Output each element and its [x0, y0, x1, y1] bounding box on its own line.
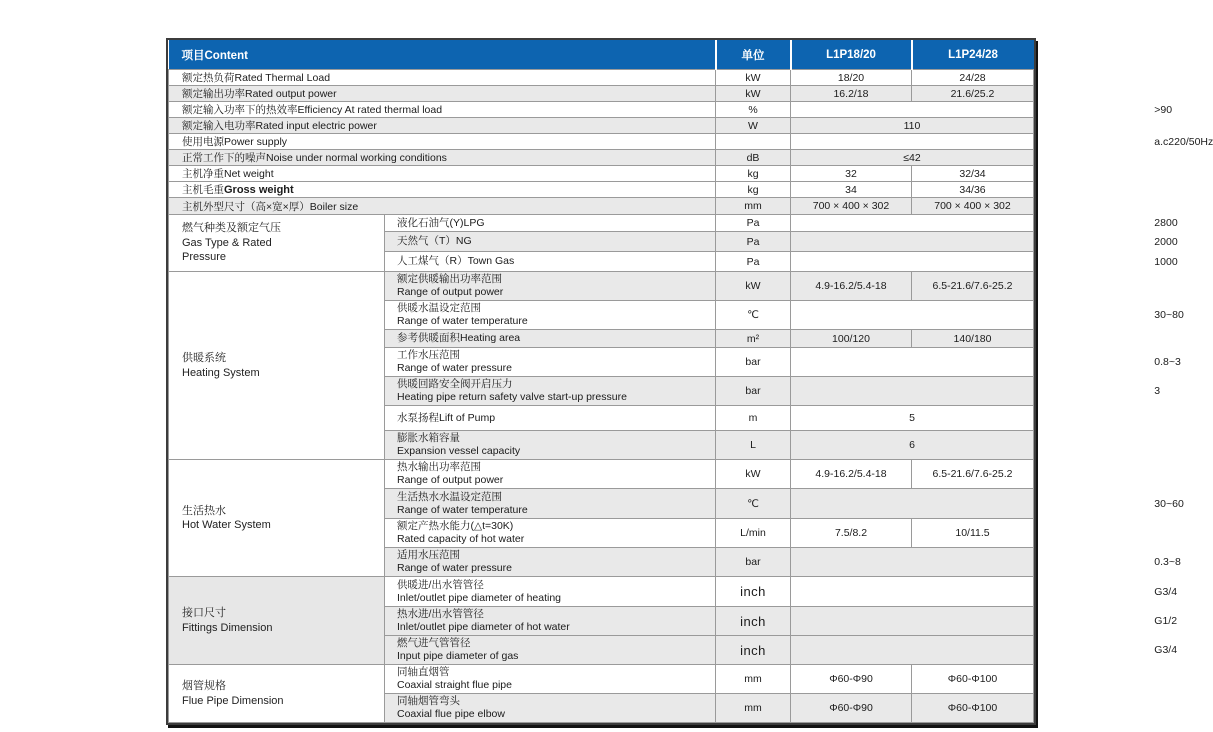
spec-row: [169, 215, 1034, 232]
row-item-line: Input pipe diameter of gas: [397, 650, 519, 662]
group-label-line: 供暖系统: [182, 352, 226, 364]
spec-table-body: [169, 70, 1213, 723]
row-item-line: 液化石油气(Y)LPG: [397, 216, 485, 229]
row-label: 主机外型尺寸（高×宽×厚）Boiler size: [169, 198, 716, 215]
row-item-label: [385, 301, 716, 330]
value-merged: ≤42: [791, 150, 1034, 166]
row-item-label: [385, 636, 716, 665]
unit-cell: %: [716, 102, 791, 118]
value-model2: 24/28: [912, 70, 1034, 86]
group-label-line: Pressure: [182, 251, 227, 264]
row-item-line: 膨胀水箱容量: [397, 432, 460, 444]
unit-cell: dB: [716, 150, 791, 166]
value-model1: 100/120: [791, 330, 912, 348]
value-merged: >90: [791, 102, 1034, 118]
col-header-model-l1p24-28: L1P24/28: [912, 40, 1034, 70]
value-merged: 30~80: [791, 301, 1034, 330]
col-header-unit: 单位: [716, 40, 791, 70]
value-merged: 2800: [791, 215, 1034, 232]
row-label-bold: Gross weight: [224, 184, 294, 196]
unit-cell: Pa: [716, 232, 791, 252]
group-label: [169, 665, 385, 723]
row-item-line: Heating pipe return safety valve start-up pressure: [397, 391, 627, 403]
col-header-content: 项目Content: [169, 40, 716, 70]
unit-cell: [716, 134, 791, 150]
value-model1: 4.9-16.2/5.4-18: [791, 460, 912, 489]
row-item-line: 水泵扬程Lift of Pump: [397, 411, 496, 424]
row-item-label: [385, 431, 716, 460]
row-item-line: Range of water temperature: [397, 503, 528, 516]
value-model2: 700 × 400 × 302: [912, 198, 1034, 215]
unit-cell: W: [716, 118, 791, 134]
row-item-line: 人工煤气（R）Town Gas: [397, 255, 515, 267]
row-item-label: [385, 406, 716, 431]
row-item-line: 同轴烟管弯头: [397, 695, 460, 707]
unit-cell: Pa: [716, 215, 791, 232]
group-label: [169, 272, 385, 460]
unit-cell: bar: [716, 348, 791, 377]
row-item-label: [385, 548, 716, 577]
spec-row: [169, 577, 1034, 607]
unit-cell: ℃: [716, 489, 791, 519]
row-item-line: Range of water temperature: [397, 315, 528, 327]
spec-row: [169, 182, 1034, 198]
value-model2: 21.6/25.2: [912, 86, 1034, 102]
spec-row: [169, 460, 1034, 489]
row-item-line: 参考供暖面积Heating area: [397, 332, 521, 344]
row-item-line: Rated capacity of hot water: [397, 533, 525, 545]
row-item-line: Inlet/outlet pipe diameter of hot water: [397, 621, 570, 633]
row-item-line: 热水进/出水管管径: [397, 608, 484, 620]
row-item-label: [385, 665, 716, 694]
spec-row: [169, 118, 1034, 134]
unit-cell: kW: [716, 70, 791, 86]
spec-table: [168, 40, 1213, 723]
unit-cell: kg: [716, 182, 791, 198]
value-merged: 0.3~8: [791, 548, 1034, 577]
spec-table-header: [169, 40, 1034, 70]
unit-cell: mm: [716, 694, 791, 723]
row-label: 额定热负荷Rated Thermal Load: [169, 70, 716, 86]
spec-row: [169, 166, 1034, 182]
value-model1: Φ60-Φ90: [791, 694, 912, 723]
row-label: 使用电源Power supply: [169, 134, 716, 150]
value-merged: G1/2: [791, 607, 1034, 636]
row-item-line: 燃气进气管管径: [397, 637, 471, 649]
row-item-line: Expansion vessel capacity: [397, 445, 521, 457]
group-label: [169, 215, 385, 272]
row-item-line: Coaxial straight flue pipe: [397, 679, 512, 691]
spec-row: [169, 272, 1034, 301]
row-item-label: [385, 607, 716, 636]
row-item-line: 供暖回路安全阀开启压力: [397, 378, 513, 390]
group-label-line: Flue Pipe Dimension: [182, 694, 284, 707]
row-item-line: Range of output power: [397, 474, 504, 486]
spec-row: [169, 198, 1034, 215]
row-item-label: [385, 252, 716, 272]
row-item-label: [385, 377, 716, 406]
unit-cell: kW: [716, 460, 791, 489]
row-label: 主机毛重Gross weight: [169, 182, 716, 198]
row-item-line: 天然气（T）NG: [397, 235, 472, 247]
row-item-line: Range of water pressure: [397, 562, 512, 574]
unit-cell: m: [716, 406, 791, 431]
group-label-line: 接口尺寸: [182, 607, 226, 619]
value-merged: 6: [791, 431, 1034, 460]
row-item-label: [385, 694, 716, 723]
row-item-label: [385, 330, 716, 348]
spec-row: [169, 134, 1034, 150]
row-label: 额定输入功率下的热效率Efficiency At rated thermal load: [169, 102, 716, 118]
row-item-line: 额定产热水能力(△t=30K): [397, 520, 514, 532]
unit-cell: mm: [716, 198, 791, 215]
value-merged: 5: [791, 406, 1034, 431]
row-item-label: [385, 272, 716, 301]
group-label-line: 烟管规格: [182, 680, 226, 692]
value-model1: Φ60-Φ90: [791, 665, 912, 694]
spec-row: [169, 102, 1034, 118]
row-item-label: [385, 215, 716, 232]
row-item-line: Range of water pressure: [397, 362, 512, 374]
row-item-label: [385, 577, 716, 607]
row-item-line: 供暖进/出水管管径: [397, 578, 484, 591]
value-model2: Φ60-Φ100: [912, 665, 1034, 694]
row-label: 额定输出功率Rated output power: [169, 86, 716, 102]
unit-cell: Pa: [716, 252, 791, 272]
row-item-line: 工作水压范围: [397, 349, 460, 361]
group-label: [169, 577, 385, 665]
value-model2: 32/34: [912, 166, 1034, 182]
value-model1: 700 × 400 × 302: [791, 198, 912, 215]
value-model2: Φ60-Φ100: [912, 694, 1034, 723]
row-item-label: [385, 232, 716, 252]
unit-cell: inch: [716, 636, 791, 665]
row-item-line: 生活热水水温设定范围: [397, 490, 502, 503]
unit-cell: kW: [716, 272, 791, 301]
row-item-line: 同轴直烟管: [397, 666, 450, 678]
value-merged: G3/4: [791, 636, 1034, 665]
value-model1: 32: [791, 166, 912, 182]
col-header-model-l1p18-20: L1P18/20: [791, 40, 912, 70]
row-item-label: [385, 460, 716, 489]
group-label-line: Hot Water System: [182, 519, 271, 531]
value-merged: a.c220/50Hz: [791, 134, 1034, 150]
row-item-line: Inlet/outlet pipe diameter of heating: [397, 591, 562, 604]
value-model1: 4.9-16.2/5.4-18: [791, 272, 912, 301]
spec-sheet: [166, 38, 1213, 725]
value-model2: 140/180: [912, 330, 1034, 348]
unit-cell: kg: [716, 166, 791, 182]
value-merged: 110: [791, 118, 1034, 134]
row-item-line: 额定供暖输出功率范围: [397, 273, 502, 285]
unit-cell: L: [716, 431, 791, 460]
value-merged: 2000: [791, 232, 1034, 252]
row-item-line: Range of output power: [397, 286, 504, 298]
group-label-line: Heating System: [182, 366, 260, 379]
row-item-label: [385, 519, 716, 548]
group-label-line: 生活热水: [182, 504, 226, 517]
unit-cell: ℃: [716, 301, 791, 330]
unit-cell: kW: [716, 86, 791, 102]
row-item-line: 热水输出功率范围: [397, 461, 481, 473]
spec-row: [169, 150, 1034, 166]
spec-row: [169, 665, 1034, 694]
value-model1: 7.5/8.2: [791, 519, 912, 548]
spec-row: [169, 86, 1034, 102]
row-item-line: 适用水压范围: [397, 549, 460, 561]
group-label: [169, 460, 385, 577]
value-model1: 18/20: [791, 70, 912, 86]
row-label: 正常工作下的噪声Noise under normal working conditions: [169, 150, 716, 166]
unit-cell: mm: [716, 665, 791, 694]
value-model2: 10/11.5: [912, 519, 1034, 548]
value-merged: G3/4: [791, 577, 1034, 607]
value-merged: 3: [791, 377, 1034, 406]
value-model2: 6.5-21.6/7.6-25.2: [912, 272, 1034, 301]
unit-cell: bar: [716, 548, 791, 577]
value-merged: 30~60: [791, 489, 1034, 519]
value-model2: 6.5-21.6/7.6-25.2: [912, 460, 1034, 489]
group-label-line: Fittings Dimension: [182, 621, 273, 634]
row-label: 主机净重Net weight: [169, 166, 716, 182]
row-item-line: Coaxial flue pipe elbow: [397, 708, 505, 720]
unit-cell: L/min: [716, 519, 791, 548]
group-label-line: 燃气种类及额定气压: [182, 222, 281, 235]
value-merged: 0.8~3: [791, 348, 1034, 377]
value-model1: 34: [791, 182, 912, 198]
unit-cell: bar: [716, 377, 791, 406]
unit-cell: inch: [716, 607, 791, 636]
spec-row: [169, 70, 1034, 86]
value-merged: 1000: [791, 252, 1034, 272]
row-item-label: [385, 489, 716, 519]
value-model1: 16.2/18: [791, 86, 912, 102]
row-item-line: 供暖水温设定范围: [397, 302, 481, 314]
row-item-label: [385, 348, 716, 377]
unit-cell: m²: [716, 330, 791, 348]
group-label-line: Gas Type & Rated: [182, 236, 272, 249]
value-model2: 34/36: [912, 182, 1034, 198]
unit-cell: inch: [716, 577, 791, 607]
header-row: [169, 40, 1034, 70]
row-label: 额定输入电功率Rated input electric power: [169, 118, 716, 134]
